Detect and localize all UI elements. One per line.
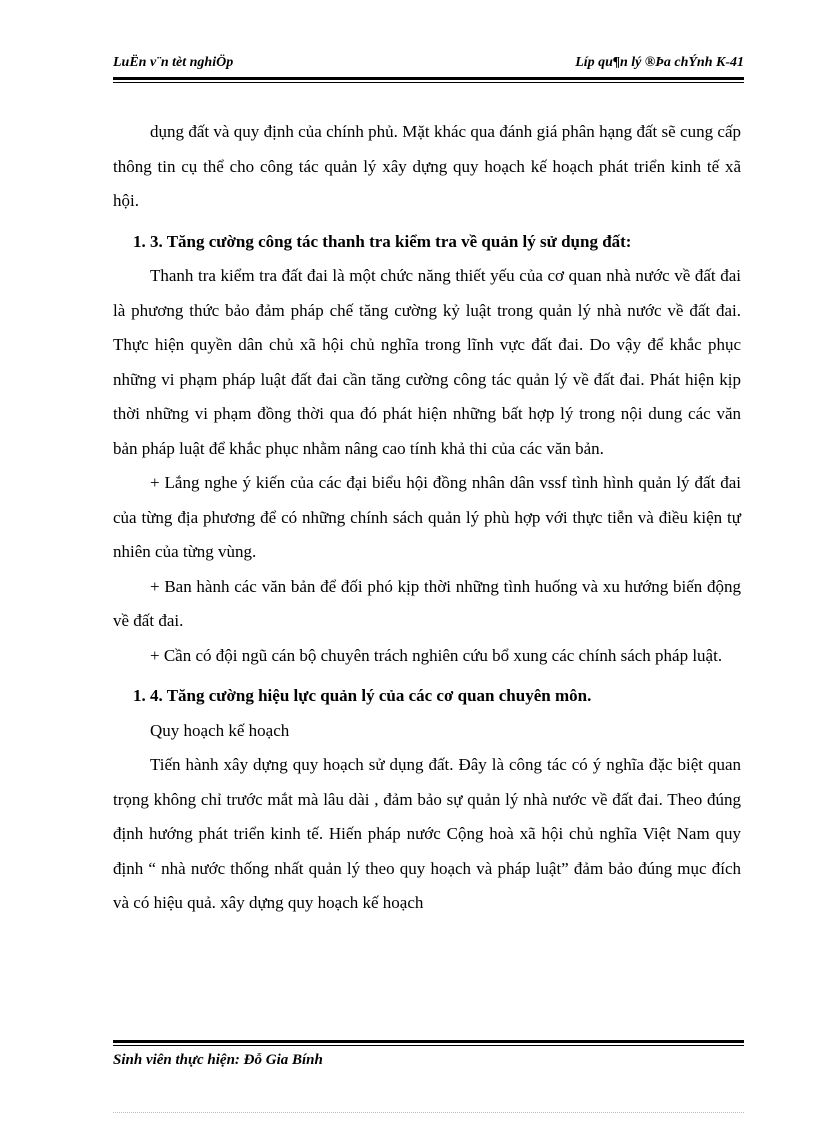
- bullet-listen: + Lắng nghe ý kiến của các đại biểu hội đồng nhân dân vssf tình hình quản lý đất đai của từng địa phương để có những chính sách quản lý phù hợp với thực tiễn và điều kiện tự nhiên của từng vùng.: [113, 473, 741, 561]
- header-rule-thick: [113, 77, 744, 80]
- section-heading-1-3: 1. 3. Tăng cường công tác thanh tra kiểm tra về quản lý sử dụng đất:: [133, 231, 632, 251]
- paragraph-planning: Tiến hành xây dựng quy hoạch sử dụng đất. Đây là công tác có ý nghĩa đặc biệt quan trọng không chỉ trước mắt mà lâu dài , đảm bảo sự quản lý nhà nước về đất đai. Theo đúng định hướng phát triển kinh tế. Hiến pháp nước Cộng hoà xã hội chủ nghĩa Việt Nam quy định “ nhà nước thống nhất quản lý theo quy hoạch và pháp luật” đảm bảo đúng mục đích và có hiệu quả. xây dựng quy hoạch kế hoạch: [113, 755, 741, 912]
- page-bottom-dotted-line: [113, 1112, 744, 1113]
- bullet-staff: + Cần có đội ngũ cán bộ chuyên trách nghiên cứu bổ xung các chính sách pháp luật.: [150, 645, 723, 665]
- header-right-title: Líp qu¶n lý ®Þa chÝnh K-41: [575, 55, 744, 70]
- header-rule-thin: [113, 82, 744, 83]
- footer-author: Sinh viên thực hiện: Đỗ Gia Bính: [113, 1052, 323, 1068]
- paragraph-inspection: Thanh tra kiểm tra đất đai là một chức năng thiết yếu của cơ quan nhà nước về đất đai là phương thức bảo đảm pháp chế tăng cường kỷ luật trong quản lý nhà nước về đất đai. Thực hiện quyền dân chủ xã hội chủ nghĩa trong lĩnh vực đất đai. Do vậy để khắc phục những vi phạm pháp luật đất đai cần tăng cường công tác quản lý về đất đai. Phát hiện kịp thời những vi phạm đồng thời qua đó phát hiện những bất hợp lý trong nội dung các văn bản pháp luật để khắc phục nhằm nâng cao tính khả thi của các văn bản.: [113, 266, 741, 458]
- bullet-issue-documents: + Ban hành các văn bản để đối phó kịp thời những tình huống và xu hướng biến động về đất đai.: [113, 576, 741, 630]
- body-text: [113, 115, 741, 921]
- footer-rule-thin: [113, 1045, 744, 1046]
- header-left-title: LuËn v¨n tèt nghiÖp: [113, 55, 234, 70]
- footer-rule-thick: [113, 1040, 744, 1043]
- paragraph-continuation: dụng đất và quy định của chính phủ. Mặt khác qua đánh giá phân hạng đất sẽ cung cấp thông tin cụ thể cho công tác quản lý xây dựng quy hoạch kế hoạch phát triển kinh tế xã hội.: [113, 122, 741, 210]
- section-heading-1-4: 1. 4. Tăng cường hiệu lực quản lý của các cơ quan chuyên môn.: [133, 686, 592, 705]
- subheading-planning: Quy hoạch kế hoạch: [150, 720, 290, 740]
